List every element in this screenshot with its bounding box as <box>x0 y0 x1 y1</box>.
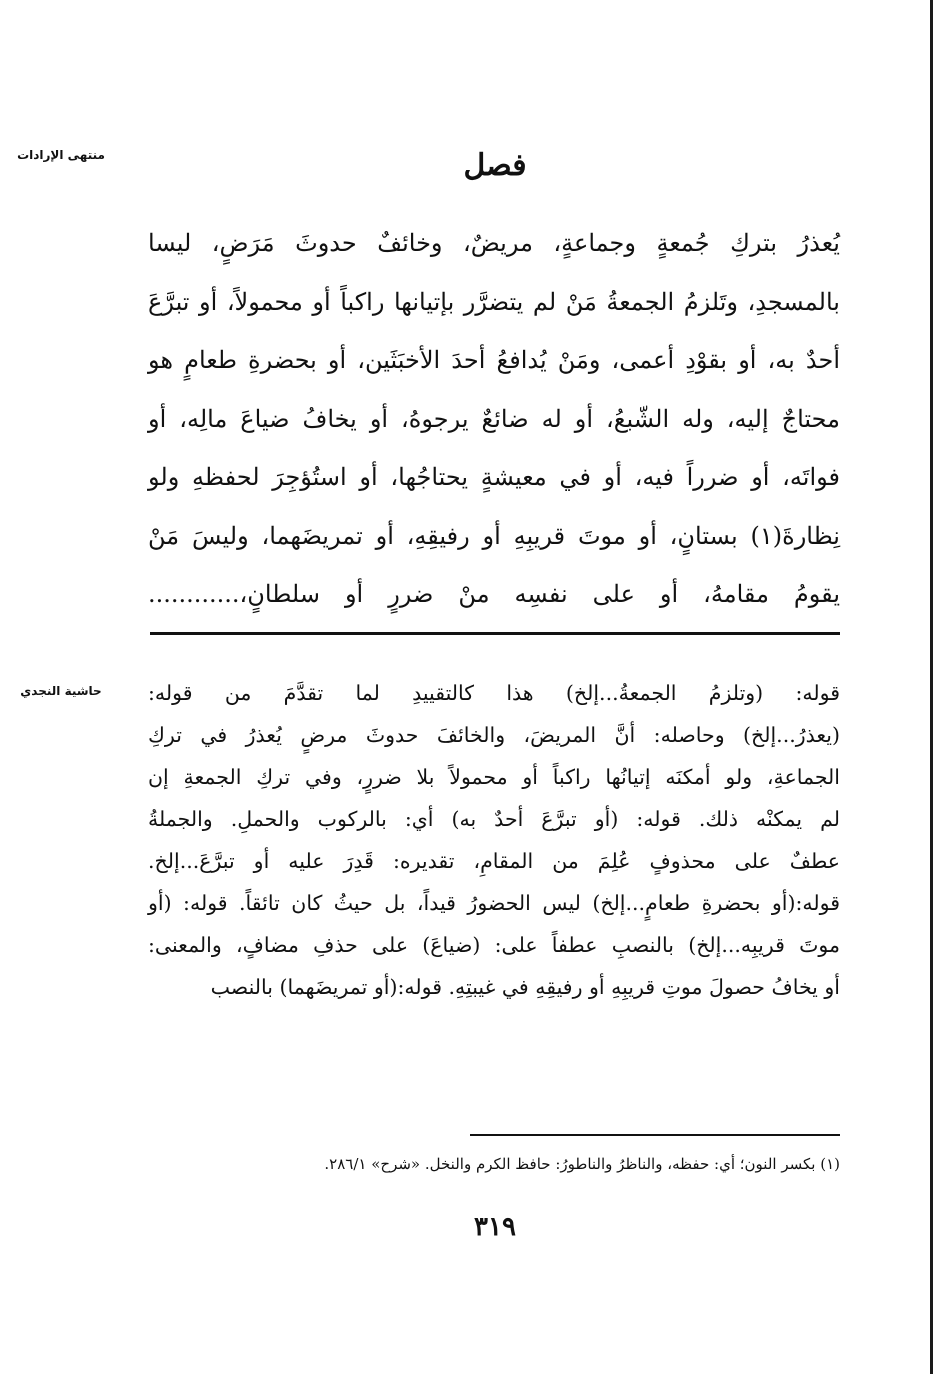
commentary-line: الجماعةِ، ولو أمكنَه إتيانُها راكباً أو محمولاً بلا ضررٍ، وفي تركِ الجمعةِ إن <box>148 765 840 789</box>
main-text-line: أحدٌ به، أو بقوْدِ أعمى، ومَنْ يُدافعُ أحدَ الأخبَثَين، أو بحضرةِ طعامٍ هو <box>148 346 840 374</box>
main-text-line: يُعذرُ بتركِ جُمعةٍ وجماعةٍ، مريضٌ، وخائفٌ حدوثَ مَرَضٍ، ليسا <box>148 229 840 257</box>
section-divider <box>150 632 840 635</box>
side-label-book-title: منتهى الإرادات <box>17 148 105 162</box>
main-text-block <box>148 214 840 624</box>
footnote: (١) بكسر النون؛ أي: حفظه، والناظرُ والناطورُ: حافظ الكرم والنخل. «شرح» ٢٨٦/١. <box>324 1155 840 1173</box>
commentary-line: عطفٌ على محذوفٍ عُلِمَ من المقامِ، تقديره: قَدِرَ عليه أو تبرَّعَ...إلخ. <box>148 849 840 873</box>
commentary-line: (يعذرُ...إلخ) وحاصله: أنَّ المريضَ، والخائفَ حدوثَ مرضٍ يُعذرُ في تركِ <box>148 723 840 747</box>
commentary-line: موتَ قريبِه...إلخ) بالنصبِ عطفاً على: (ضياعَ) على حذفِ مضافٍ، والمعنى: <box>148 933 840 957</box>
footnote-divider <box>470 1134 840 1136</box>
main-text-line: يقومُ مقامهُ، أو على نفسِه منْ ضررٍ أو سلطانٍ،............ <box>148 580 840 608</box>
commentary-line: لم يمكنْه ذلك. قوله: (أو تبرَّعَ أحدٌ به) أي: بالركوب والحملِ. والجملةُ <box>148 807 840 831</box>
main-text-line: بالمسجدِ، وتَلزمُ الجمعةُ مَنْ لم يتضرَّر بإتيانها راكباً أو محمولاً، أو تبرَّعَ <box>148 287 840 316</box>
commentary-line: قوله:(أو بحضرةِ طعامٍ...إلخ) ليس الحضورُ قيداً، بل حيثُ كان تائقاً. قوله: (أو <box>148 891 840 915</box>
side-label-commentary-title: حاشية النجدي <box>20 684 102 698</box>
page-number: ٣١٩ <box>474 1212 516 1242</box>
commentary-line: أو يخافُ حصولَ موتِ قريبِهِ أو رفيقِهِ في غيبتِهِ. قوله:(أو تمريضَهما) بالنصب <box>210 975 840 999</box>
scan-edge-line <box>930 0 933 1374</box>
commentary-line: قوله: (وتلزمُ الجمعةُ...إلخ) هذا كالتقييدِ لما تقدَّمَ من قوله: <box>148 681 840 705</box>
main-text-line: فواتَه، أو ضرراً فيه، أو في معيشةٍ يحتاجُها، أو استُؤجِرَ لحفظهِ ولو <box>148 463 840 491</box>
commentary-block <box>148 672 840 1008</box>
section-heading: فصل <box>463 148 527 183</box>
main-text-line: محتاجٌ إليه، وله الشّبعُ، أو له ضائعٌ يرجوهُ، أو يخافُ ضياعَ مالِه، أو <box>148 404 840 433</box>
main-text-line: نِظارةَ(١) بستانٍ، أو موتَ قريبِهِ أو رفيقِهِ، أو تمريضَهما، وليسَ مَنْ <box>148 521 840 550</box>
